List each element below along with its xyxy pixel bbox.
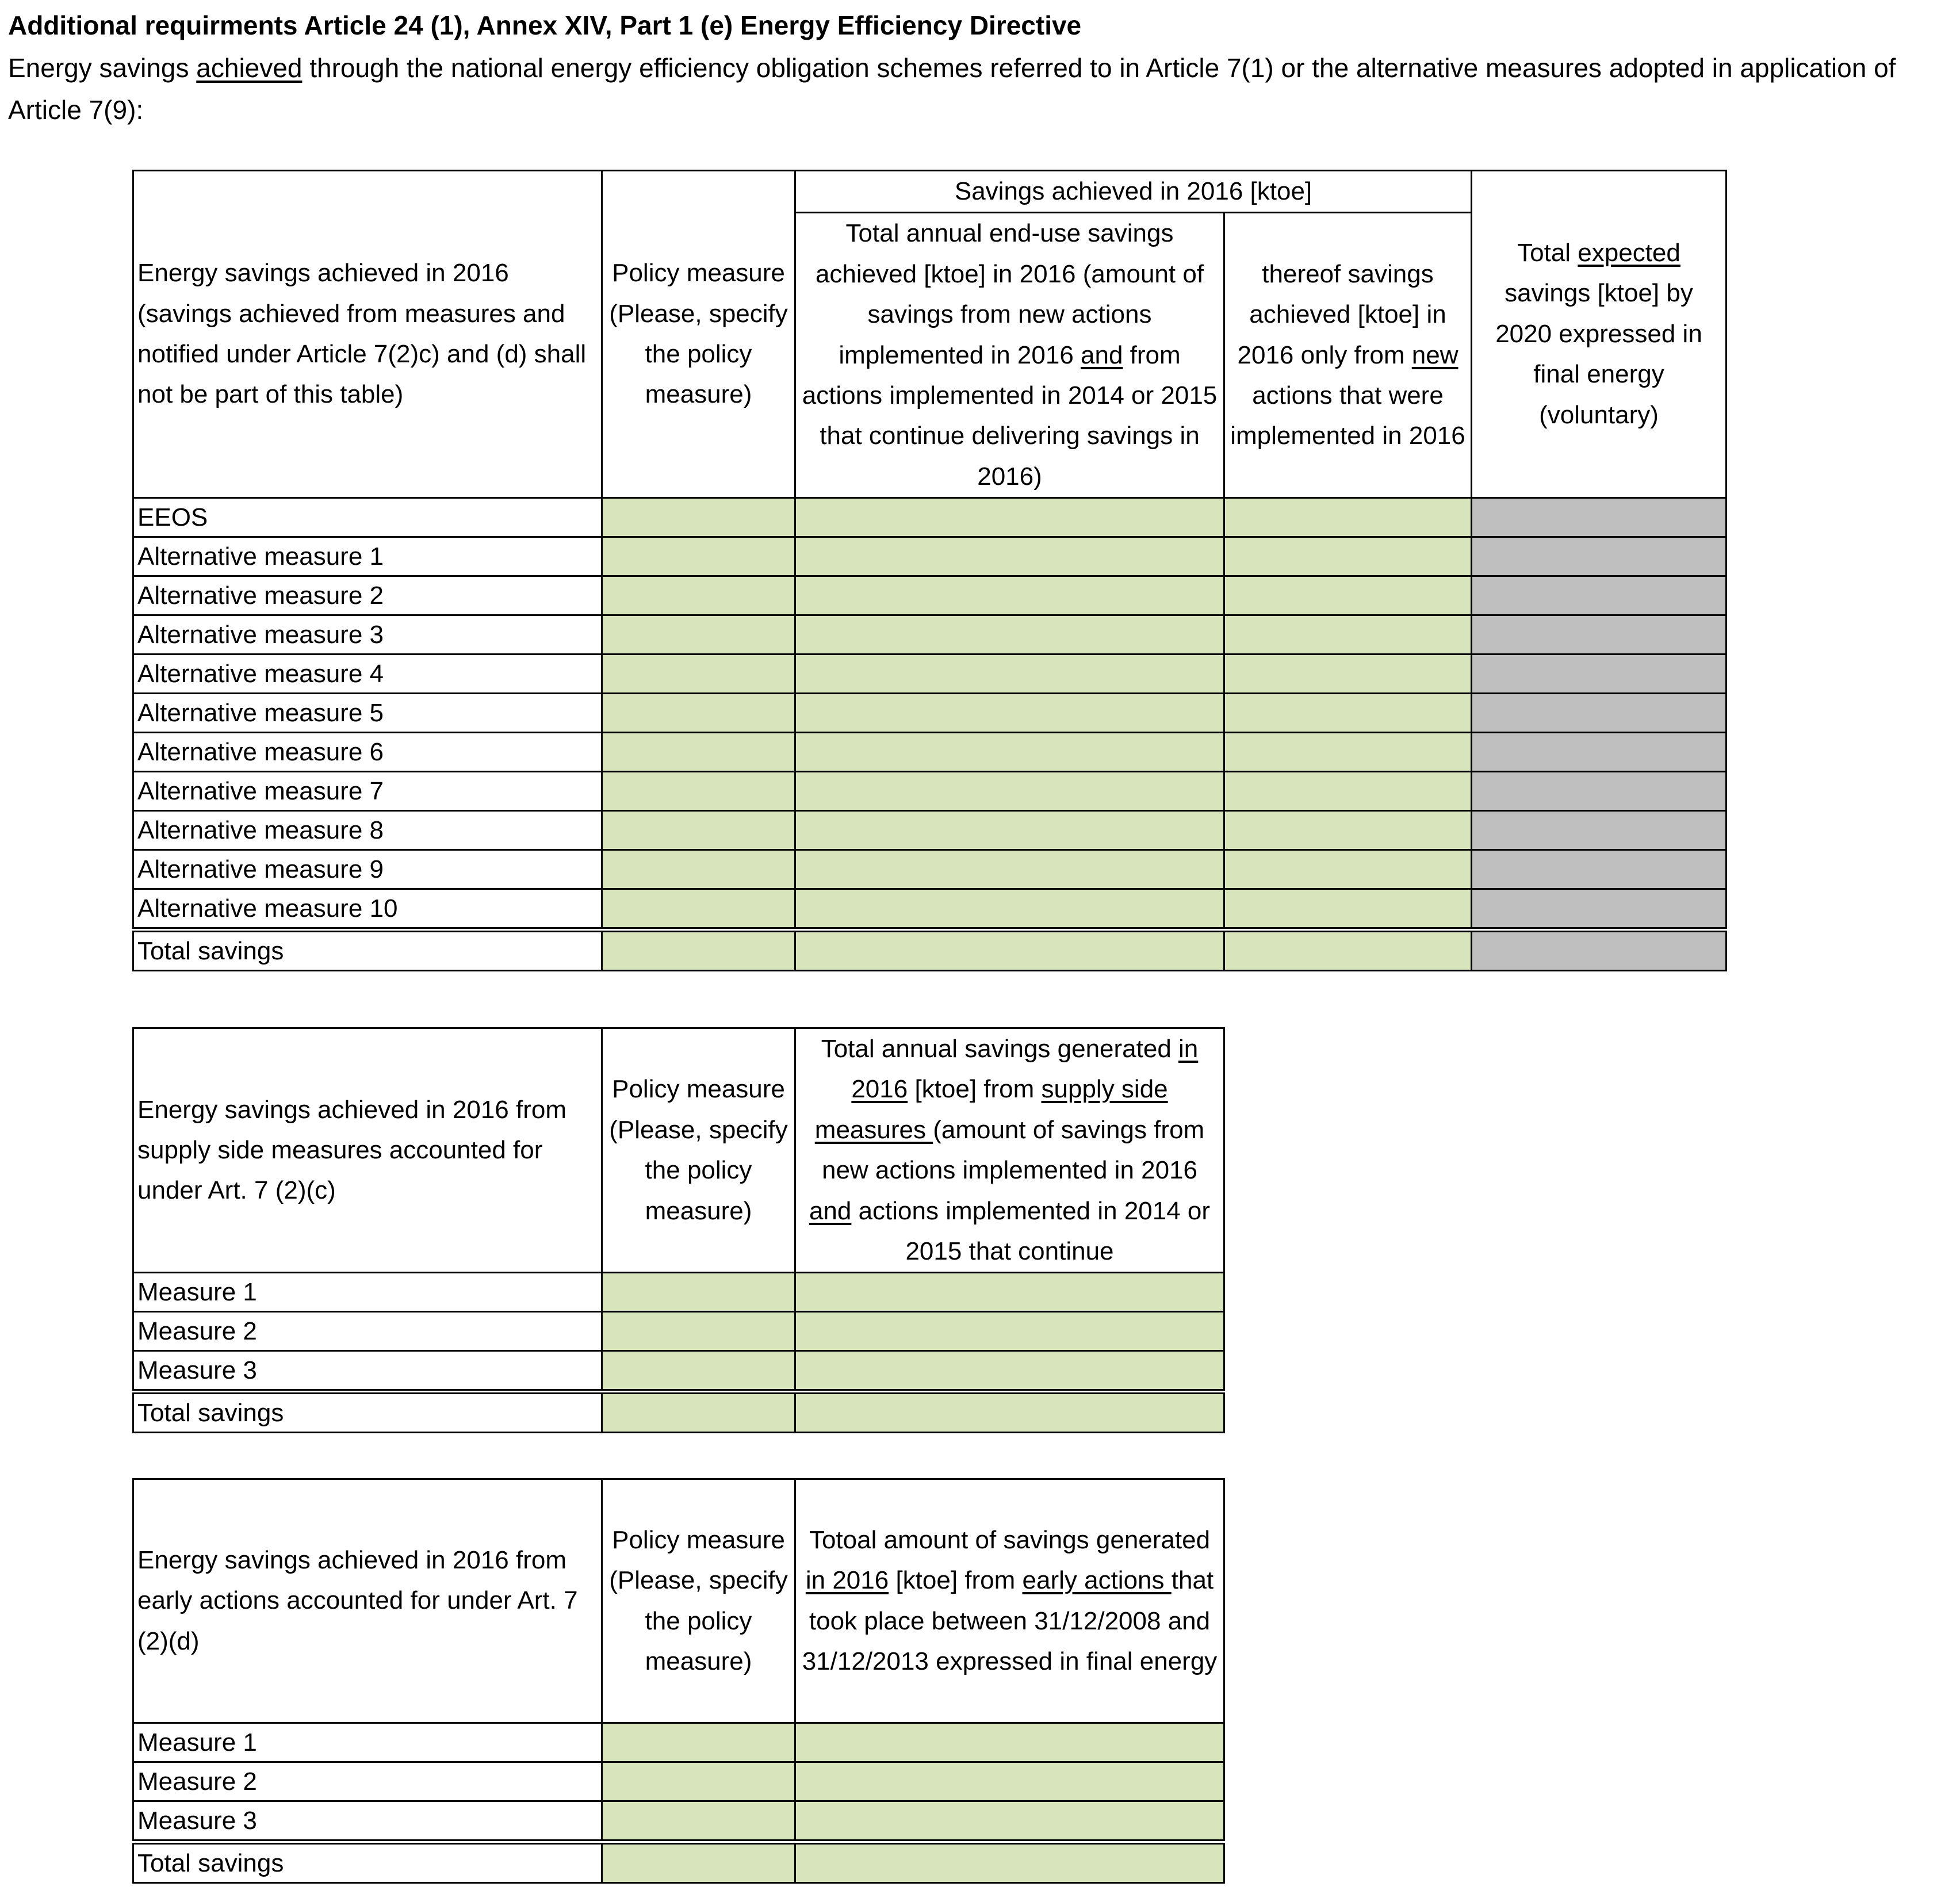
intro-text-start: Energy savings [8,52,197,83]
intro-text [8,47,1952,132]
t1-input-cell[interactable] [795,811,1224,850]
t3-input-cell[interactable] [602,1762,795,1801]
t1-input-cell[interactable] [795,694,1224,733]
t1-header-total-annual-savings [795,213,1224,498]
t1-row-label: Alternative measure 1 [133,537,602,576]
t1-h3-a: Total annual end-use savings achieved [ktoe] in 2016 (amount of savings from new actions implemented in 2016 [815,219,1204,369]
t1-row [133,498,1727,537]
t2-row-label: Measure 3 [133,1351,602,1392]
t1-input-cell[interactable] [1224,498,1472,537]
t1-row [133,811,1727,850]
t1-disabled-cell [1472,733,1727,772]
t1-row [133,655,1727,694]
t1-disabled-cell [1472,694,1727,733]
t1-header-energy-savings: Energy savings achieved in 2016 (savings achieved from measures and notified under Article 7(2)c) and (d) shall not be part of this table) [133,171,602,498]
t3-input-cell[interactable] [602,1723,795,1762]
t1-row-label: Alternative measure 4 [133,655,602,694]
t2-row-label: Measure 2 [133,1312,602,1351]
t3-input-cell[interactable] [795,1723,1224,1762]
t1-total-label: Total savings [133,930,602,971]
t3-row-label: Measure 1 [133,1723,602,1762]
t1-row-label: Alternative measure 2 [133,576,602,615]
t1-disabled-cell [1472,576,1727,615]
t1-input-cell[interactable] [1224,655,1472,694]
t1-input-cell[interactable] [795,772,1224,811]
t1-input-cell[interactable] [602,930,795,971]
t2-input-cell[interactable] [795,1351,1224,1392]
t1-body [133,498,1727,971]
t1-disabled-cell [1472,498,1727,537]
t1-input-cell[interactable] [1224,537,1472,576]
t2-input-cell[interactable] [795,1273,1224,1312]
t3-body [133,1723,1224,1883]
t3-h3-c: [ktoe] from [889,1566,1023,1595]
t1-input-cell[interactable] [602,850,795,889]
t1-row [133,694,1727,733]
intro-text-achieved: achieved [196,52,303,83]
t3-header-energy-savings: Energy savings achieved in 2016 from early actions accounted for under Art. 7 (2)(d) [133,1479,602,1723]
t1-disabled-cell [1472,811,1727,850]
t3-input-cell[interactable] [795,1762,1224,1801]
t1-h5-a: Total [1517,239,1578,267]
t3-h3-a: Totoal amount of savings generated [809,1525,1211,1554]
t1-row [133,615,1727,655]
t3-header-policy-measure: Policy measure (Please, specify the policy measure) [602,1479,795,1723]
t1-disabled-cell [1472,889,1727,930]
t1-h4-c: actions that were implemented in 2016 [1230,381,1465,450]
t2-h3-a: Total annual savings generated [821,1035,1179,1063]
t1-disabled-cell [1472,850,1727,889]
t3-row [133,1801,1224,1842]
t1-input-cell[interactable] [602,889,795,930]
t1-input-cell[interactable] [795,615,1224,655]
t2-total-row [133,1392,1224,1433]
t1-input-cell[interactable] [1224,850,1472,889]
t2-header-policy-measure: Policy measure (Please, specify the policy measure) [602,1028,795,1273]
t2-total-label: Total savings [133,1392,602,1433]
t1-input-cell[interactable] [602,811,795,850]
t1-row [133,576,1727,615]
t2-h3-g: actions implemented in 2014 or 2015 that continue [851,1196,1211,1265]
t2-input-cell[interactable] [602,1273,795,1312]
t1-row-label: Alternative measure 8 [133,811,602,850]
t1-row-label: EEOS [133,498,602,537]
t3-input-cell[interactable] [602,1801,795,1842]
t1-input-cell[interactable] [602,655,795,694]
t2-header-supply-side-savings [795,1028,1224,1273]
t1-disabled-cell [1472,537,1727,576]
t2-input-cell[interactable] [795,1312,1224,1351]
page-heading [8,5,1952,132]
t2-row [133,1273,1224,1312]
page-title: Additional requirments Article 24 (1), Annex XIV, Part 1 (e) Energy Efficiency Directive [8,10,1082,40]
t3-row [133,1723,1224,1762]
t1-disabled-cell [1472,615,1727,655]
t3-row-label: Measure 3 [133,1801,602,1842]
t1-input-cell[interactable] [602,615,795,655]
t3-total-row [133,1842,1224,1883]
t1-h3-c: from actions implemented in 2014 or 2015 that continue delivering savings in 2016) [802,340,1218,491]
t2-input-cell[interactable] [602,1392,795,1433]
t2-h3-d: supply side measures [814,1075,1168,1144]
t3-h3-b: in 2016 [805,1566,889,1595]
t2-row [133,1351,1224,1392]
t3-h3-e: that took place between 31/12/2008 and 31/12/2013 expressed in final energy [802,1566,1218,1675]
t2-h3-f: and [809,1196,852,1225]
t1-h3-b: and [1081,340,1123,369]
t1-h5-b: expected [1578,239,1680,267]
t1-input-cell[interactable] [1224,733,1472,772]
t3-input-cell[interactable] [795,1801,1224,1842]
t1-input-cell[interactable] [795,537,1224,576]
t3-row [133,1762,1224,1801]
t1-input-cell[interactable] [602,576,795,615]
t1-row-label: Alternative measure 10 [133,889,602,930]
t1-input-cell[interactable] [1224,930,1472,971]
t1-input-cell[interactable] [795,733,1224,772]
t1-h4-b: new [1411,340,1458,369]
t1-row-label: Alternative measure 6 [133,733,602,772]
t2-h3-c: [ktoe] from [908,1075,1042,1104]
t1-input-cell[interactable] [1224,811,1472,850]
t1-input-cell[interactable] [1224,615,1472,655]
t2-input-cell[interactable] [602,1312,795,1351]
t1-header-new-actions-savings [1224,213,1472,498]
intro-text-end: through the national energy efficiency obligation schemes referred to in Article 7(1) or the alternative measures adopted in application of Article 7(9): [8,52,1896,125]
supply-side-table [132,1027,1225,1433]
t1-row [133,733,1727,772]
t1-input-cell[interactable] [1224,772,1472,811]
t3-row-label: Measure 2 [133,1762,602,1801]
t1-input-cell[interactable] [795,576,1224,615]
t1-row [133,889,1727,930]
t2-input-cell[interactable] [602,1351,795,1392]
t1-input-cell[interactable] [795,498,1224,537]
t1-row [133,850,1727,889]
t1-h5-c: savings [ktoe] by 2020 expressed in final energy (voluntary) [1495,279,1702,429]
achieved-savings-table [132,170,1727,971]
t1-row-label: Alternative measure 7 [133,772,602,811]
early-actions-table [132,1478,1225,1884]
t1-input-cell[interactable] [602,694,795,733]
t1-row [133,772,1727,811]
t1-disabled-cell [1472,655,1727,694]
t1-input-cell[interactable] [602,733,795,772]
t3-h3-d: early actions [1022,1566,1172,1595]
t1-input-cell[interactable] [795,850,1224,889]
t2-h3-e: (amount of savings from new actions implemented in 2016 [821,1115,1205,1185]
t1-disabled-cell [1472,772,1727,811]
t3-header-early-actions-savings [795,1479,1224,1723]
t1-input-cell[interactable] [795,930,1224,971]
t1-input-cell[interactable] [795,655,1224,694]
t2-h3-b: in 2016 [851,1035,1199,1104]
t1-header-policy-measure: Policy measure (Please, specify the policy measure) [602,171,795,498]
t1-input-cell[interactable] [1224,694,1472,733]
t1-input-cell[interactable] [602,537,795,576]
t1-input-cell[interactable] [1224,889,1472,930]
t1-input-cell[interactable] [602,498,795,537]
t1-header-expected-savings [1472,171,1727,498]
t1-row-label: Alternative measure 3 [133,615,602,655]
t1-header-savings-2016-group: Savings achieved in 2016 [ktoe] [795,171,1472,213]
t1-disabled-cell [1472,930,1727,971]
t1-input-cell[interactable] [602,772,795,811]
t2-input-cell[interactable] [795,1392,1224,1433]
t1-input-cell[interactable] [1224,576,1472,615]
t2-header-energy-savings: Energy savings achieved in 2016 from supply side measures accounted for under Art. 7 (2)(c) [133,1028,602,1273]
t1-row [133,537,1727,576]
t1-input-cell[interactable] [795,889,1224,930]
t3-input-cell[interactable] [795,1842,1224,1883]
t3-total-label: Total savings [133,1842,602,1883]
t1-h4-a: thereof savings achieved [ktoe] in 2016 only from [1237,259,1446,369]
t3-input-cell[interactable] [602,1842,795,1883]
t1-row-label: Alternative measure 5 [133,694,602,733]
t1-total-row [133,930,1727,971]
t2-body [133,1273,1224,1433]
t2-row [133,1312,1224,1351]
t1-row-label: Alternative measure 9 [133,850,602,889]
t2-row-label: Measure 1 [133,1273,602,1312]
